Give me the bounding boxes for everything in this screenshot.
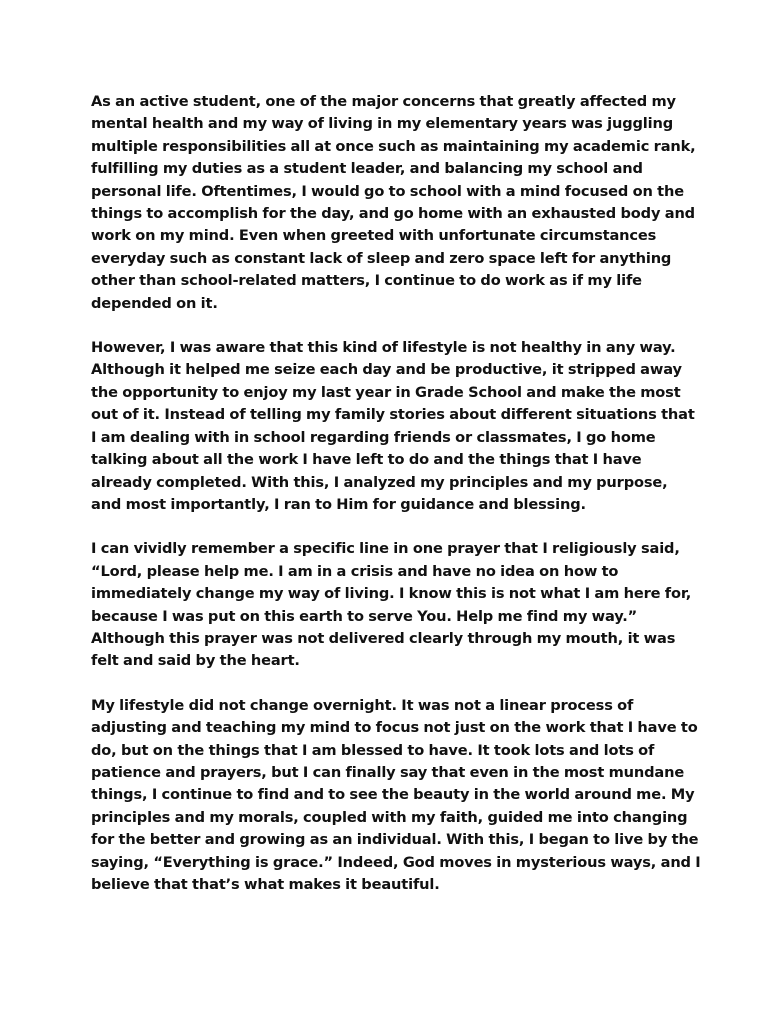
text-line: for the better and growing as an individual. With this, I began to live by the [91,831,699,849]
text-line: the opportunity to enjoy my last year in Grade School and make the most [91,383,681,401]
text-line: work on my mind. Even when greeted with unfortunate circumstances [91,227,657,245]
text-line: depended on it. [91,294,218,312]
text-line: because I was put on this earth to serve You. Help me find my way.” [91,607,638,625]
text-line: patience and prayers, but I can finally say that even in the most mundane [91,763,685,781]
text-line: As an active student, one of the major concerns that greatly affected my [91,93,676,110]
text-line: fulfilling my duties as a student leader, and balancing my school and [91,160,643,178]
text-line: things to accomplish for the day, and go home with an exhausted body and [91,205,695,223]
text-line: immediately change my way of living. I know this is not what I am here for, [91,585,692,603]
text-line: Although it helped me seize each day and be productive, it stripped away [91,361,682,379]
text-line: However, I was aware that this kind of lifestyle is not healthy in any way. [91,339,676,357]
text-line: mental health and my way of living in my elementary years was juggling [91,115,674,133]
text-line: multiple responsibilities all at once such as maintaining my academic rank, [91,137,696,155]
paragraph-2 [91,337,711,516]
paragraph-1 [91,91,711,315]
text-line: things, I continue to find and to see the beauty in the world around me. My [91,786,695,804]
text-line: everyday such as constant lack of sleep and zero space left for anything [91,249,672,267]
text-line: do, but on the things that I am blessed to have. It took lots and lots of [91,741,655,759]
text-line: saying, “Everything is grace.” Indeed, God moves in mysterious ways, and I [91,853,701,871]
text-line: “Lord, please help me. I am in a crisis and have no idea on how to [91,562,619,580]
document-body [91,91,711,918]
paragraph-3 [91,538,711,672]
text-line: I am dealing with in school regarding friends or classmates, I go home [91,428,656,446]
text-line: felt and said by the heart. [91,652,300,670]
text-line: Although this prayer was not delivered clearly through my mouth, it was [91,629,676,647]
text-line: principles and my morals, coupled with my faith, guided me into changing [91,808,688,826]
text-line: other than school-related matters, I continue to do work as if my life [91,272,642,290]
paragraph-4 [91,695,711,897]
text-line: personal life. Oftentimes, I would go to school with a mind focused on the [91,182,684,200]
text-line: and most importantly, I ran to Him for guidance and blessing. [91,495,586,513]
text-line: already completed. With this, I analyzed my principles and my purpose, [91,473,668,491]
text-line: talking about all the work I have left to do and the things that I have [91,451,642,469]
text-line: I can vividly remember a specific line in one prayer that I religiously said, [91,540,680,558]
text-line: adjusting and teaching my mind to focus not just on the work that I have to [91,719,698,737]
text-line: believe that that’s what makes it beautiful. [91,876,440,893]
text-line: out of it. Instead of telling my family stories about different situations that [91,406,695,424]
text-line: My lifestyle did not change overnight. It was not a linear process of [91,696,634,714]
